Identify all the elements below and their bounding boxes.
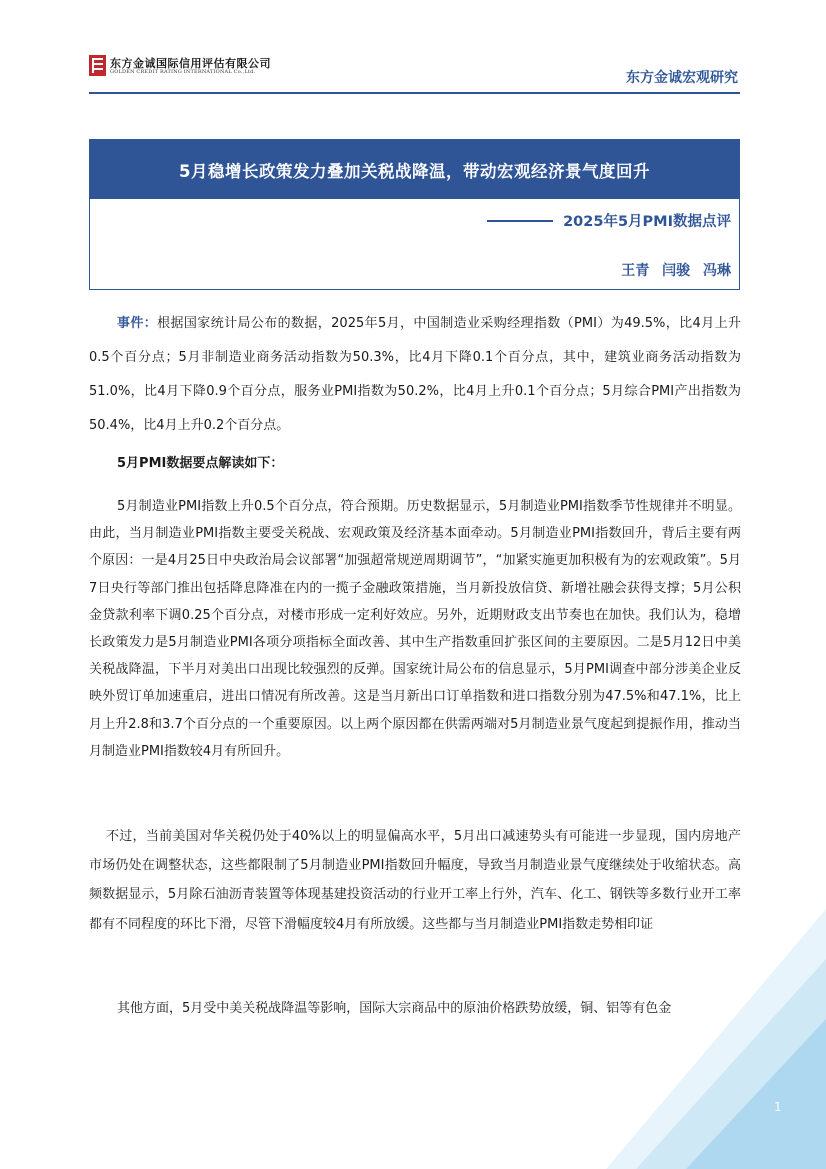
header-divider [89,92,740,94]
company-name-en: GOLDEN CREDIT RATING INTERNATIONAL Co.,Ltd. [110,69,256,75]
body-paragraph-2: 不过，当前美国对华关税仍处于40%以上的明显偏高水平，5月出口减速势头有可能进一步显现，国内房地产市场仍处在调整状态，这些都限制了5月制造业PMI指数回升幅度，导致当月制造业景气度继续处于收缩状态。高频数据显示，5月除石油沥青装置等体现基建投资活动的行业开工率上行外，汽车、化工、钢铁等多数行业开工率都有不同程度的环比下滑，尽管下滑幅度较4月有所放缓。这些都与当月制造业PMI指数走势相印证 [89,829,741,932]
page-corner-decoration [606,909,826,1169]
section-heading: 5月PMI数据要点解读如下： [117,456,284,471]
event-label: 事件： [117,316,158,331]
report-authors: 王青 闫骏 冯琳 [621,263,731,279]
company-name-cn: 东方金诚国际信用评估有限公司 [110,57,271,70]
report-subtitle-text: 2025年5月PMI数据点评 [563,214,731,230]
page-number: 1 [774,1100,782,1114]
page-header [0,0,826,95]
subtitle-rule [487,220,553,222]
company-logo-icon [89,55,106,76]
event-text: 根据国家统计局公布的数据，2025年5月，中国制造业采购经理指数（PMI）为49.5%，比4月上升0.5个百分点；5月非制造业商务活动指数为50.3%，比4月下降0.1个百分点，其中，建筑业商务活动指数为51.0%，比4月下降0.9个百分点，服务业PMI指数为50.2%，比4月上升0.1个百分点；5月综合PMI产出指数为50.4%，比4月上升0.2个百分点。 [89,316,741,433]
body-paragraph-1: 5月制造业PMI指数上升0.5个百分点，符合预期。历史数据显示，5月制造业PMI指数季节性规律并不明显。由此，当月制造业PMI指数主要受关税战、宏观政策及经济基本面牵动。5月制造业PMI指数回升，背后主要有两个原因：一是4月25日中央政治局会议部署“加强超常规逆周期调节”，“加紧实施更加积极有为的宏观政策”。5月7日央行等部门推出包括降息降准在内的一揽子金融政策措施，当月新投放信贷、新增社融会获得支撑；5月公积金贷款利率下调0.25个百分点，对楼市形成一定利好效应。另外，近期财政支出节奏也在加快。我们认为，稳增长政策发力是5月制造业PMI各项分项指标全面改善、其中生产指数重回扩张区间的主要原因。二是5月12日中美关税战降温，下半月对美出口出现比较强烈的反弹。国家统计局公布的信息显示，5月PMI调查中部分涉美企业反映外贸订单加速重启，进出口情况有所改善。这是当月新出口订单指数和进口指数分别为47.5%和47.1%，比上月上升2.8和3.7个百分点的一个重要原因。以上两个原因都在供需两端对5月制造业景气度起到提振作用，推动当月制造业PMI指数较4月有所回升。 [89,499,741,759]
series-name: 东方金诚宏观研究 [626,70,738,86]
report-title: 5月稳增长政策发力叠加关税战降温，带动宏观经济景气度回升 [90,140,739,199]
report-title-box [89,139,740,290]
event-paragraph [89,307,741,443]
body-paragraph-3: 其他方面，5月受中美关税战降温等影响，国际大宗商品中的原油价格跌势放缓，铜、铝等有色金 [117,1001,672,1016]
report-subtitle [487,210,731,231]
